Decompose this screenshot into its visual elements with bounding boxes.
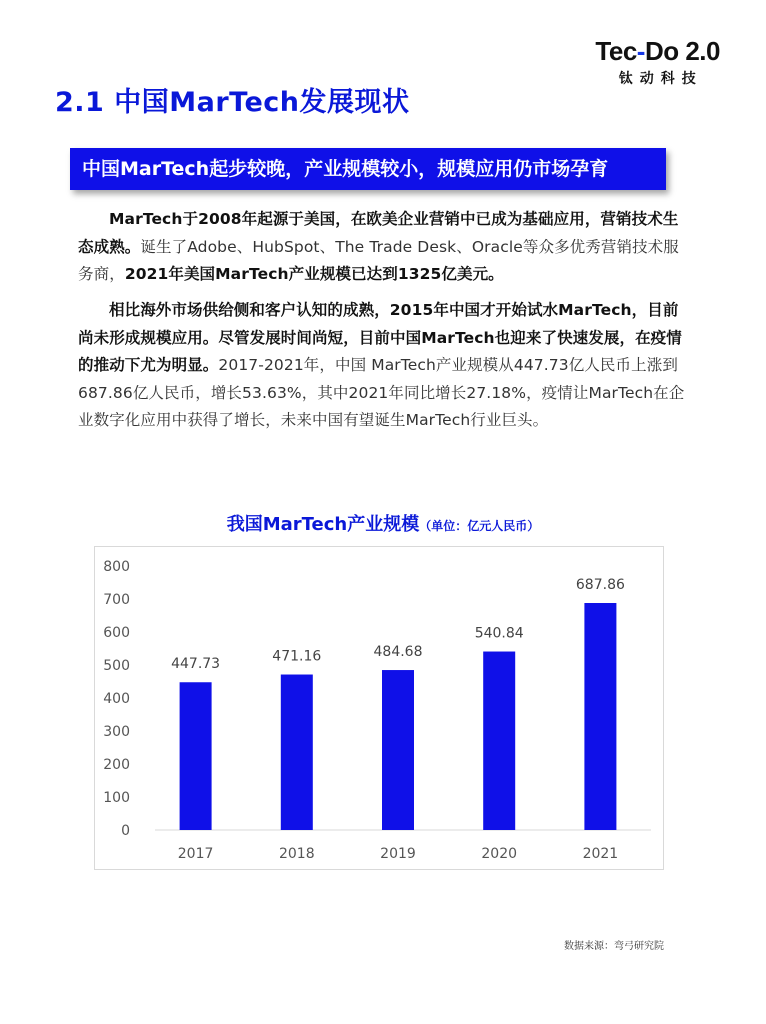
paragraph-2 — [78, 297, 690, 435]
x-tick-label-2017: 2017 — [177, 846, 214, 862]
company-logo — [595, 38, 720, 88]
x-tick-label-2018: 2018 — [278, 846, 315, 862]
paragraph-2-bold: 相比海外市场供给侧和客户认知的成熟，2015年中国才开始试水MarTech，目前尚未形成规模应用。尽管发展时间尚短，目前中国MarTech也迎来了快速发展，在疫情的推动下尤为明显。 — [78, 301, 682, 374]
data-label-2020: 540.84 — [474, 625, 524, 642]
y-tick-label: 400 — [103, 691, 130, 707]
paragraph-1-normal: 诞生了Adobe、HubSpot、The Trade Desk、Oracle等众多优秀营销技术服务商， — [78, 237, 679, 283]
x-tick-label-2021: 2021 — [582, 846, 619, 862]
data-label-2018: 471.16 — [272, 648, 322, 665]
y-tick-label: 800 — [103, 559, 130, 575]
y-tick-label: 200 — [103, 757, 130, 773]
logo-text-tec: Tec — [595, 36, 637, 66]
y-tick-label: 300 — [103, 724, 130, 740]
logo-text-do: Do 2.0 — [644, 36, 720, 66]
logo-text-dash: - — [636, 36, 645, 66]
paragraph-1 — [78, 206, 690, 289]
paragraph-1-bold-b: 2021年美国MarTech产业规模已达到1325亿美元。 — [124, 265, 504, 283]
paragraph-2-normal: 2017-2021年，中国 MarTech产业规模从447.73亿人民币上涨到687.86亿人民币，增长53.63%，其中2021年同比增长27.18%，疫情让MarTech在企业数字化应用中获得了增长，未来中国有望诞生MarTech行业巨头。 — [78, 356, 685, 429]
data-label-2021: 687.86 — [575, 577, 625, 594]
logo-subtext: 钛动科技 — [618, 71, 703, 87]
paragraph-1-bold-a: MarTech于2008年起源于美国，在欧美企业营销中已成为基础应用，营销技术生态成熟。 — [78, 210, 679, 256]
bar-2021 — [584, 603, 616, 830]
bar-2019 — [382, 670, 414, 830]
logo-wordmark — [595, 38, 720, 64]
x-tick-label-2019: 2019 — [380, 846, 416, 862]
y-tick-label: 500 — [103, 658, 130, 674]
chart-title-main: 我国MarTech产业规模 — [226, 514, 420, 535]
y-tick-label: 100 — [103, 790, 130, 806]
bar-chart — [95, 547, 663, 869]
y-tick-label: 700 — [103, 592, 130, 608]
bar-chart-container — [94, 546, 664, 870]
section-title: 2.1 中国MarTech发展现状 — [55, 87, 410, 118]
bar-2018 — [281, 675, 313, 830]
data-label-2017: 447.73 — [171, 656, 221, 673]
chart-title-unit: （单位：亿元人民币） — [419, 519, 540, 533]
data-source: 数据来源：弯弓研究院 — [564, 941, 664, 952]
bar-2017 — [180, 682, 212, 830]
bar-2020 — [483, 652, 515, 830]
chart-title — [0, 510, 766, 536]
highlight-banner: 中国MarTech起步较晚，产业规模较小，规模应用仍市场孕育 — [70, 148, 666, 190]
y-tick-label: 600 — [103, 625, 130, 641]
x-tick-label-2020: 2020 — [481, 846, 518, 862]
data-label-2019: 484.68 — [373, 644, 423, 661]
y-tick-label: 0 — [121, 823, 130, 839]
